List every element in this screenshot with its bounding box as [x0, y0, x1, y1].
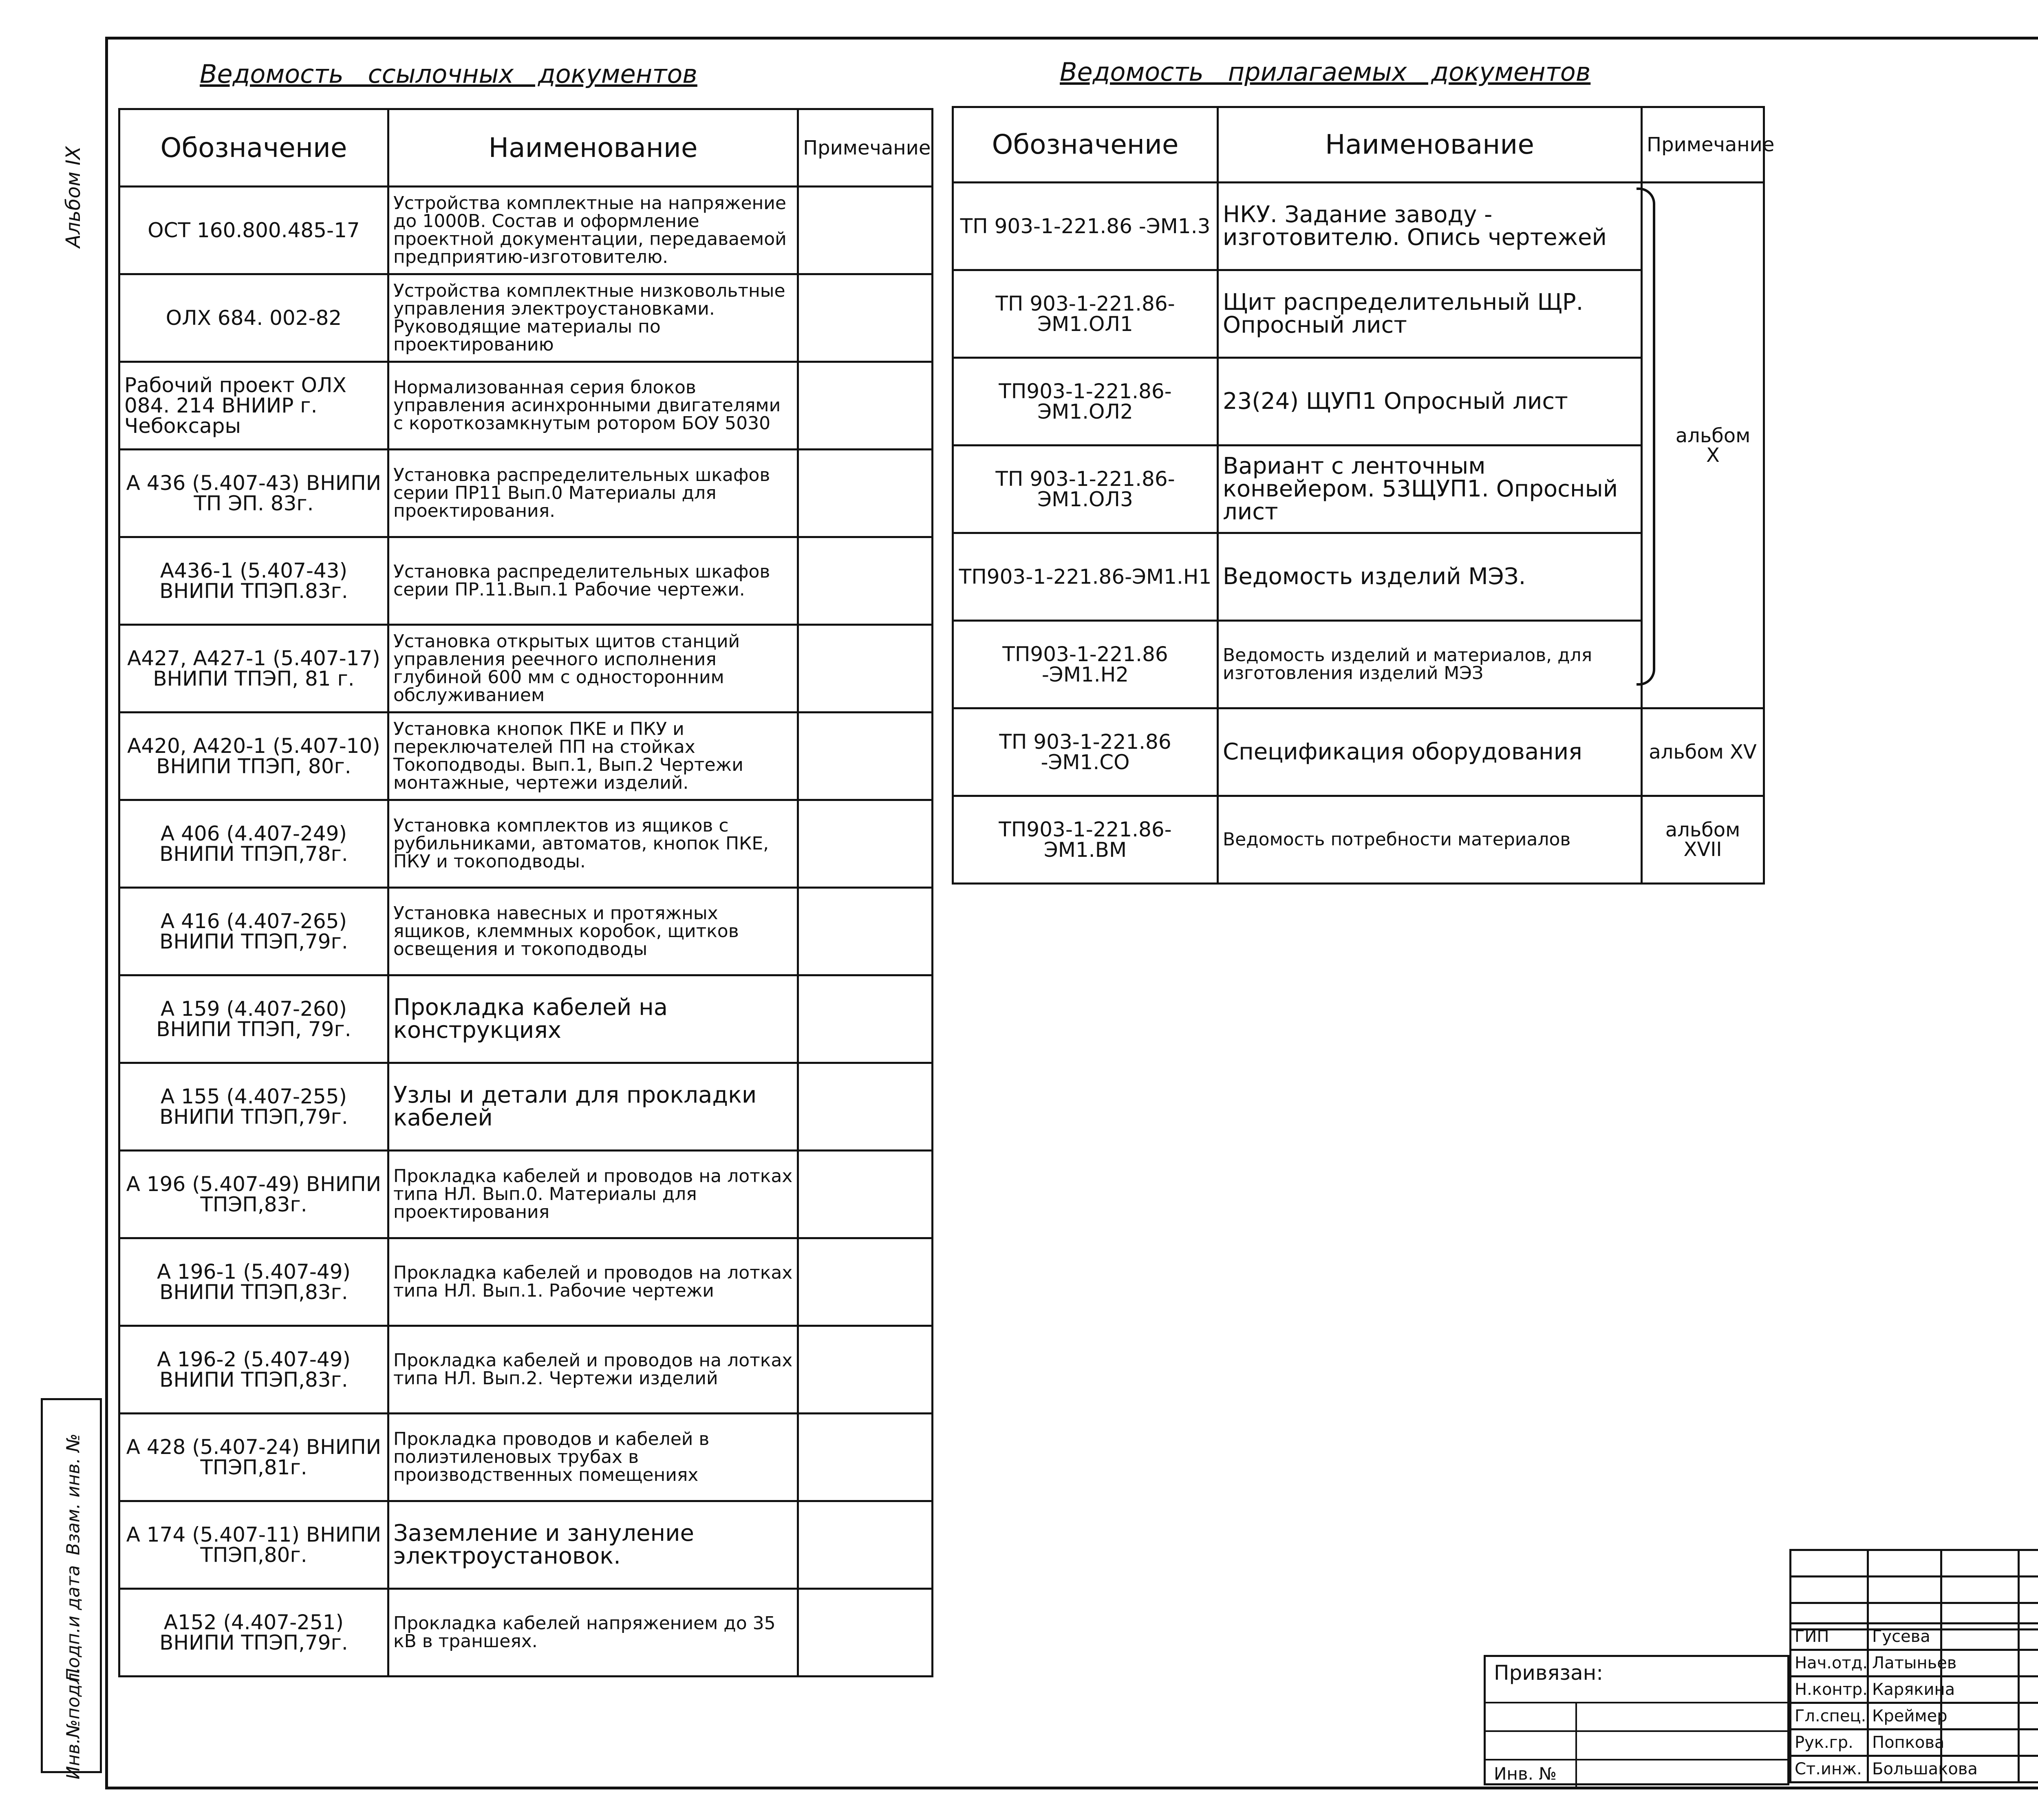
name-cell: Ведомость изделий и материалов, для изготовления изделий МЭЗ [1218, 621, 1642, 708]
note-cell [798, 1063, 933, 1151]
designation-cell: ТП903-1-221.86-ЭМ1.Н1 [953, 533, 1218, 621]
name-cell: Установка комплектов из ящиков с рубильниками, автоматов, кнопок ПКЕ, ПКУ и токоподводы. [388, 800, 798, 888]
table-row [119, 1589, 933, 1677]
note-cell [798, 1238, 933, 1326]
staff-name-cell: Большакова [1868, 1756, 1941, 1782]
table-row [119, 187, 933, 274]
name-cell: Установка распределительных шкафов серии ПР11 Вып.0 Материалы для проектирования. [388, 450, 798, 537]
sign-date-label: Подп.и дата [63, 1565, 84, 1682]
table-row [119, 1326, 933, 1414]
name-cell: Нормализованная серия блоков управления асинхронными двигателями с короткозамкнутым ротором БОУ 5030 [388, 362, 798, 450]
name-cell: Устройства комплектные низковольтные управления электроустановками. Руководящие материалы по проектированию [388, 274, 798, 362]
revision-grid [1789, 1549, 2038, 1630]
role-cell: Н.контр. [1791, 1677, 1868, 1703]
note-cell [798, 1414, 933, 1501]
designation-cell: ОСТ 160.800.485-17 [119, 187, 388, 274]
name-cell: 23(24) ЩУП1 Опросный лист [1218, 358, 1642, 446]
role-cell: Ст.инж. [1791, 1756, 1868, 1782]
designation-cell: ТП 903-1-221.86 -ЭМ1.СО [953, 708, 1218, 796]
role-cell: Гл.спец. [1791, 1703, 1868, 1730]
note-cell [798, 274, 933, 362]
signature-cell [1941, 1624, 2019, 1650]
table-row [119, 450, 933, 537]
designation-cell: ТП903-1-221.86-ЭМ1.ВМ [953, 796, 1218, 884]
designation-cell: А427, А427-1 (5.407-17) ВНИПИ ТПЭП, 81 г. [119, 625, 388, 713]
name-cell: Вариант с ленточным конвейером. 53ЩУП1. Опросный лист [1218, 446, 1642, 533]
privyazan-block [1484, 1655, 1789, 1785]
name-cell: Спецификация оборудования [1218, 708, 1642, 796]
staff-name-cell: Попкова [1868, 1730, 1941, 1756]
designation-cell: А 159 (4.407-260) ВНИПИ ТПЭП, 79г. [119, 975, 388, 1063]
staff-name-cell: Латыньев [1868, 1650, 1941, 1677]
name-cell: Прокладка проводов и кабелей в полиэтиленовых трубах в производственных помещениях [388, 1414, 798, 1501]
table-row [119, 1063, 933, 1151]
designation-cell: Рабочий проект ОЛХ 084. 214 ВНИИР г. Чебоксары [119, 362, 388, 450]
table-row [119, 888, 933, 975]
name-cell: Прокладка кабелей и проводов на лотках типа НЛ. Вып.2. Чертежи изделий [388, 1326, 798, 1414]
designation-cell: А 196-1 (5.407-49) ВНИПИ ТПЭП,83г. [119, 1238, 388, 1326]
note-cell [798, 888, 933, 975]
table-header-row [119, 109, 933, 187]
table-row [953, 796, 1764, 884]
note-cell [798, 450, 933, 537]
designation-cell: А 416 (4.407-265) ВНИПИ ТПЭП,79г. [119, 888, 388, 975]
note-cell [798, 187, 933, 274]
staff-name-cell: Гусева [1868, 1624, 1941, 1650]
table-row [119, 1151, 933, 1238]
role-cell: ГИП [1791, 1624, 1868, 1650]
table-row [119, 1238, 933, 1326]
staff-row [1791, 1624, 2038, 1650]
signature-cell [1941, 1730, 2019, 1756]
staff-row [1791, 1756, 2038, 1782]
name-cell: Прокладка кабелей и проводов на лотках типа НЛ. Вып.1. Рабочие чертежи [388, 1238, 798, 1326]
table-header-row [953, 107, 1764, 183]
table-row [119, 537, 933, 625]
staff-row [1791, 1650, 2038, 1677]
table-row [119, 625, 933, 713]
name-cell: Установка открытых щитов станций управления реечного исполнения глубиной 600 мм с односторонним обслуживанием [388, 625, 798, 713]
name-cell: Щит распределительный ЩР. Опросный лист [1218, 270, 1642, 358]
note-cell [798, 362, 933, 450]
designation-cell: А436-1 (5.407-43) ВНИПИ ТПЭП.83г. [119, 537, 388, 625]
group-note-cell: альбом X [1642, 183, 1764, 708]
designation-cell: А 436 (5.407-43) ВНИПИ ТП ЭП. 83г. [119, 450, 388, 537]
name-cell: Узлы и детали для прокладки кабелей [388, 1063, 798, 1151]
note-cell [798, 1151, 933, 1238]
left-table-heading: Ведомость ссылочных документов [200, 59, 697, 89]
designation-cell: А 196-2 (5.407-49) ВНИПИ ТПЭП,83г. [119, 1326, 388, 1414]
header-designation: Обозначение [119, 109, 388, 187]
designation-cell: А420, А420-1 (5.407-10) ВНИПИ ТПЭП, 80г. [119, 713, 388, 800]
designation-cell: ТП903-1-221.86 -ЭМ1.Н2 [953, 621, 1218, 708]
designation-cell: ТП903-1-221.86-ЭМ1.ОЛ2 [953, 358, 1218, 446]
note-cell [798, 975, 933, 1063]
designation-cell: ТП 903-1-221.86-ЭМ1.ОЛ1 [953, 270, 1218, 358]
note-cell [798, 537, 933, 625]
staff-row [1791, 1703, 2038, 1730]
signature-cell [1941, 1703, 2019, 1730]
note-cell [798, 800, 933, 888]
name-cell: Устройства комплектные на напряжение до 1000В. Состав и оформление проектной документации, передаваемой предприятию-изготовителю. [388, 187, 798, 274]
role-cell: Нач.отд. [1791, 1650, 1868, 1677]
designation-cell: ТП 903-1-221.86-ЭМ1.ОЛ3 [953, 446, 1218, 533]
replaced-inv-label: Взам. инв. № [63, 1433, 84, 1555]
table-row [119, 274, 933, 362]
name-cell: НКУ. Задание заводу - изготовителю. Опись чертежей [1218, 183, 1642, 270]
header-note: Примечание [798, 109, 933, 187]
header-name: Наименование [388, 109, 798, 187]
designation-cell: А152 (4.407-251) ВНИПИ ТПЭП,79г. [119, 1589, 388, 1677]
header-name: Наименование [1218, 107, 1642, 183]
designation-cell: ОЛХ 684. 002-82 [119, 274, 388, 362]
table-row [119, 1501, 933, 1589]
note-cell [798, 713, 933, 800]
privyazan-label: Привязан: [1494, 1661, 1603, 1685]
note-cell [798, 1501, 933, 1589]
album-label: Альбом IX [62, 146, 85, 248]
table-row [119, 362, 933, 450]
designation-cell: А 196 (5.407-49) ВНИПИ ТПЭП,83г. [119, 1151, 388, 1238]
designation-cell: ТП 903-1-221.86 -ЭМ1.3 [953, 183, 1218, 270]
staff-table [1789, 1622, 2038, 1783]
inv-no-label: Инв. № [1494, 1764, 1557, 1784]
table-row [119, 713, 933, 800]
designation-cell: А 428 (5.407-24) ВНИПИ ТПЭП,81г. [119, 1414, 388, 1501]
note-cell: альбом XV [1642, 708, 1764, 796]
designation-cell: А 155 (4.407-255) ВНИПИ ТПЭП,79г. [119, 1063, 388, 1151]
designation-cell: А 174 (5.407-11) ВНИПИ ТПЭП,80г. [119, 1501, 388, 1589]
name-cell: Установка навесных и протяжных ящиков, клеммных коробок, щитков освещения и токоподводы [388, 888, 798, 975]
referenced-documents-table [118, 108, 933, 1677]
staff-name-cell: Карякина [1868, 1677, 1941, 1703]
table-row [119, 975, 933, 1063]
note-cell [798, 1589, 933, 1677]
name-cell: Ведомость изделий МЭЗ. [1218, 533, 1642, 621]
note-cell: альбом XVII [1642, 796, 1764, 884]
staff-row [1791, 1677, 2038, 1703]
table-row [119, 800, 933, 888]
note-cell [798, 1326, 933, 1414]
name-cell: Прокладка кабелей напряжением до 35 кВ в траншеях. [388, 1589, 798, 1677]
staff-row [1791, 1730, 2038, 1756]
name-cell: Ведомость потребности материалов [1218, 796, 1642, 884]
staff-name-cell: Креймер [1868, 1703, 1941, 1730]
group-brace [1637, 188, 1655, 686]
table-row [953, 708, 1764, 796]
note-cell [798, 625, 933, 713]
designation-cell: А 406 (4.407-249) ВНИПИ ТПЭП,78г. [119, 800, 388, 888]
inv-original-label: Инв.№подл. [63, 1667, 84, 1780]
binding-strip [41, 37, 106, 1789]
header-designation: Обозначение [953, 107, 1218, 183]
name-cell: Установка кнопок ПКЕ и ПКУ и переключателей ПП на стойках Токоподводы. Вып.1, Вып.2 Чертежи монтажные, чертежи изделий. [388, 713, 798, 800]
name-cell: Прокладка кабелей на конструкциях [388, 975, 798, 1063]
header-note: Примечание [1642, 107, 1764, 183]
role-cell: Рук.гр. [1791, 1730, 1868, 1756]
right-table-heading: Ведомость прилагаемых документов [1060, 57, 1591, 87]
table-row [119, 1414, 933, 1501]
name-cell: Прокладка кабелей и проводов на лотках типа НЛ. Вып.0. Материалы для проектирования [388, 1151, 798, 1238]
name-cell: Установка распределительных шкафов серии ПР.11.Вып.1 Рабочие чертежи. [388, 537, 798, 625]
name-cell: Заземление и зануление электроустановок. [388, 1501, 798, 1589]
